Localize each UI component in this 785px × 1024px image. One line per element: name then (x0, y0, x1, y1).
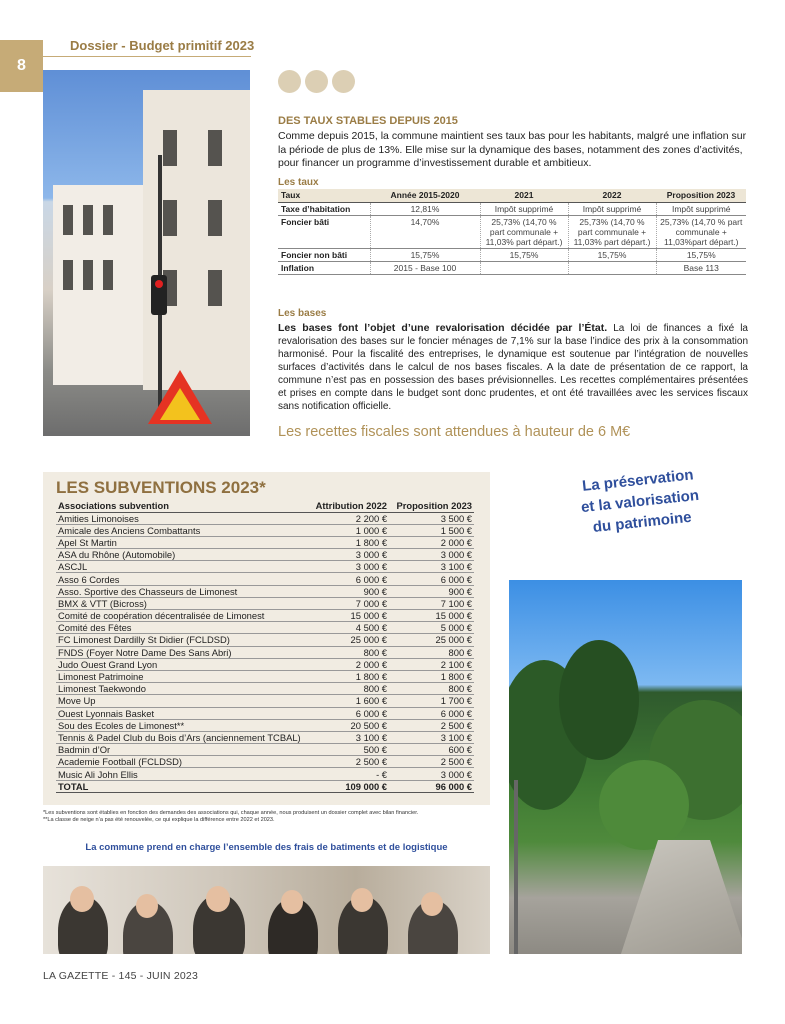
building-photo (43, 70, 250, 436)
table-row (56, 768, 474, 780)
association-name: Limonest Patrimoine (56, 670, 303, 682)
taux-cell: 25,73% (14,70 % part communale + 11,03% part départ.) (480, 215, 568, 248)
subventions-table (56, 500, 474, 793)
attribution-2022: 6 000 € (303, 573, 389, 585)
red-light (155, 280, 163, 288)
window (163, 200, 177, 236)
table-row (56, 524, 474, 536)
association-name: Limonest Taekwondo (56, 683, 303, 695)
association-name: ASA du Rhône (Automobile) (56, 549, 303, 561)
article-intro: Comme depuis 2015, la commune maintient ses taux bas pour les habitants, malgré une inflation sur la période de plus de 13%. Elle mise sur la dynamique des bases, notamment des zones d’activités, pour financer un programme d’investissement durable et ambitieux. (278, 130, 747, 169)
attribution-2022: 2 200 € (303, 512, 389, 524)
attribution-2022: 3 000 € (303, 561, 389, 573)
taux-cell: 15,75% (370, 248, 480, 261)
face (70, 886, 94, 912)
table-row (56, 719, 474, 731)
taux-col-header: Année 2015-2020 (370, 189, 480, 202)
proposition-2023: 800 € (389, 683, 474, 695)
taux-cell: 2015 - Base 100 (370, 261, 480, 274)
article-title: DES TAUX STABLES DEPUIS 2015 (278, 115, 458, 127)
nature-photo (509, 580, 742, 954)
face (351, 888, 373, 912)
footnotes (43, 810, 493, 824)
table-row (56, 549, 474, 561)
association-name: Ouest Lyonnais Basket (56, 707, 303, 719)
association-name: Comité de coopération décentralisée de Limonest (56, 610, 303, 622)
bases-paragraph (278, 322, 748, 413)
total-2023: 96 000 € (389, 780, 474, 792)
window (208, 200, 222, 236)
association-name: ASCJL (56, 561, 303, 573)
proposition-2023: 5 000 € (389, 622, 474, 634)
window (208, 130, 222, 166)
taux-col-header: Proposition 2023 (656, 189, 746, 202)
proposition-2023: 3 000 € (389, 549, 474, 561)
table-row (278, 248, 746, 261)
table-row (278, 202, 746, 215)
subventions-title: LES SUBVENTIONS 2023* (56, 478, 266, 497)
association-name: Amities Limonoises (56, 512, 303, 524)
proposition-2023: 2 500 € (389, 719, 474, 731)
proposition-2023: 1 700 € (389, 695, 474, 707)
association-name: Tennis & Padel Club du Bois d’Ars (anciennement TCBAL) (58, 731, 301, 743)
classroom-photo (43, 866, 490, 954)
subventions-body (56, 512, 474, 780)
taux-col-header: Taux (278, 189, 370, 202)
tree (599, 760, 689, 850)
face (206, 886, 230, 912)
table-row (56, 536, 474, 548)
association-name: Music Ali John Ellis (56, 768, 303, 780)
taux-cell: Foncier bâti (278, 215, 370, 248)
proposition-2023: 3 100 € (389, 731, 474, 743)
attribution-2022: 900 € (303, 585, 389, 597)
table-row (56, 695, 474, 707)
face (281, 890, 303, 914)
window (83, 260, 93, 290)
table-row (56, 670, 474, 682)
taux-cell: Base 113 (656, 261, 746, 274)
table-row (56, 658, 474, 670)
table-row (56, 512, 474, 524)
window (208, 270, 222, 306)
table-row (56, 756, 474, 768)
page-number: 8 (0, 40, 43, 92)
total-row (56, 780, 474, 792)
taux-cell: Taxe d’habitation (278, 202, 370, 215)
road-sign-inner (160, 388, 200, 420)
taux-cell: 15,75% (568, 248, 656, 261)
attribution-2022: 1 600 € (303, 695, 389, 707)
taux-cell (568, 261, 656, 274)
table-row (56, 610, 474, 622)
proposition-2023: 600 € (389, 744, 474, 756)
window (163, 130, 177, 166)
total-2022: 109 000 € (303, 780, 389, 792)
window (63, 205, 73, 235)
table-row (56, 707, 474, 719)
proposition-2023: 2 500 € (389, 756, 474, 768)
attribution-2022: 6 000 € (303, 707, 389, 719)
subv-col-header: Attribution 2022 (303, 500, 389, 512)
proposition-2023: 1 800 € (389, 670, 474, 682)
association-name: Sou des Ecoles de Limonest** (56, 719, 303, 731)
proposition-2023: 7 100 € (389, 597, 474, 609)
bases-lead: Les bases font l’objet d’une revalorisation décidée par l’État. (278, 322, 608, 334)
table-row (56, 744, 474, 756)
association-name: Badmin d’Or (56, 744, 303, 756)
lamp-post (514, 780, 518, 954)
face (136, 894, 158, 918)
table-row (56, 683, 474, 695)
bases-heading: Les bases (278, 308, 327, 319)
proposition-2023: 800 € (389, 646, 474, 658)
face (421, 892, 443, 916)
table-row (56, 585, 474, 597)
proposition-2023: 6 000 € (389, 707, 474, 719)
attribution-2022: 800 € (303, 646, 389, 658)
patrimoine-line: et la valorisation (580, 486, 700, 517)
association-name: Judo Ouest Grand Lyon (56, 658, 303, 670)
subv-col-header: Associations subvention (56, 500, 303, 512)
attribution-2022: 7 000 € (303, 597, 389, 609)
attribution-2022: 15 000 € (303, 610, 389, 622)
decorative-dot (278, 70, 301, 93)
association-name: Asso 6 Cordes (56, 573, 303, 585)
patrimoine-line: du patrimoine (591, 508, 693, 537)
attribution-2022: 500 € (303, 744, 389, 756)
bases-text: La loi de finances a fixé la revalorisation des bases sur le foncier ménages de 7,1% sur la base l’indice des prix à la consommation harmonisé. Pour la fiscalité des entreprises, le dynamique est soutenue par l’intégration de nouvelles surfaces d’activités dans le calcul de nos bases fiscales. A la date de présentation de ce rapport, la commune n’est pas en possession des bases prévisionnelles. Les recettes complémentaires présentées et prises en compte dans le budget sont donc prudentes, et ont été travaillées avec les services fiscaux sans notification officielle. (278, 323, 748, 412)
page-footer: LA GAZETTE - 145 - JUIN 2023 (43, 970, 198, 982)
footnote: *Les subventions sont établies en fonction des demandes des associations qui, chaque année, nous produisent un dossier complet avec bilan financier. (43, 810, 419, 816)
window (103, 260, 113, 290)
stone-path (619, 840, 742, 954)
association-name: Apel St Martin (56, 536, 303, 548)
subv-col-header: Proposition 2023 (389, 500, 474, 512)
table-row (56, 646, 474, 658)
taux-cell: 25,73% (14,70 % part communale + 11,03%part départ.) (656, 215, 746, 248)
attribution-2022: 3 000 € (303, 549, 389, 561)
taux-table (278, 189, 746, 275)
taux-cell: Inflation (278, 261, 370, 274)
association-name: Comité des Fêtes (56, 622, 303, 634)
patrimoine-caption (537, 460, 742, 544)
attribution-2022: 1 000 € (303, 524, 389, 536)
attribution-2022: 20 500 € (303, 719, 389, 731)
proposition-2023: 2 100 € (389, 658, 474, 670)
association-name: Academie Football (FCLDSD) (56, 756, 303, 768)
attribution-2022: - € (303, 768, 389, 780)
taux-col-header: 2021 (480, 189, 568, 202)
association-name: Move Up (56, 695, 303, 707)
association-name: FC Limonest Dardilly St Didier (FCLDSD) (56, 634, 303, 646)
taux-cell: Foncier non bâti (278, 248, 370, 261)
taux-col-header: 2022 (568, 189, 656, 202)
proposition-2023: 3 500 € (389, 512, 474, 524)
association-name: Asso. Sportive des Chasseurs de Limonest (56, 585, 303, 597)
taux-cell: 15,75% (656, 248, 746, 261)
taux-cell: Impôt supprimé (480, 202, 568, 215)
window (63, 260, 73, 290)
taux-header-row (278, 189, 746, 202)
proposition-2023: 3 100 € (389, 561, 474, 573)
taux-cell: 14,70% (370, 215, 480, 248)
window (103, 205, 113, 235)
attribution-2022: 4 500 € (303, 622, 389, 634)
attribution-2022: 2 500 € (303, 756, 389, 768)
proposition-2023: 25 000 € (389, 634, 474, 646)
attribution-2022: 25 000 € (303, 634, 389, 646)
taux-cell: 15,75% (480, 248, 568, 261)
table-row (56, 634, 474, 646)
taux-cell: Impôt supprimé (568, 202, 656, 215)
highlight-text: Les recettes fiscales sont attendues à hauteur de 6 M€ (278, 424, 631, 440)
attribution-2022: 1 800 € (303, 536, 389, 548)
attribution-2022: 800 € (303, 683, 389, 695)
subventions-header-row (56, 500, 474, 512)
taux-cell (480, 261, 568, 274)
attribution-2022: 3 100 € (303, 731, 389, 743)
table-row (56, 622, 474, 634)
window (83, 205, 93, 235)
attribution-2022: 1 800 € (303, 670, 389, 682)
table-row (56, 597, 474, 609)
section-title: Dossier - Budget primitif 2023 (70, 38, 255, 53)
association-name: Amicale des Anciens Combattants (56, 524, 303, 536)
taux-cell: 25,73% (14,70 % part communale + 11,03% part départ.) (568, 215, 656, 248)
tree (559, 640, 639, 760)
proposition-2023: 15 000 € (389, 610, 474, 622)
commune-note: La commune prend en charge l’ensemble des frais de batiments et de logistique (85, 842, 448, 853)
table-row (278, 261, 746, 274)
header-divider (43, 56, 251, 57)
proposition-2023: 1 500 € (389, 524, 474, 536)
attribution-2022: 2 000 € (303, 658, 389, 670)
total-label: TOTAL (56, 780, 303, 792)
decorative-dot (305, 70, 328, 93)
taux-cell: Impôt supprimé (656, 202, 746, 215)
table-row (56, 731, 474, 743)
association-name: BMX & VTT (Bicross) (56, 597, 303, 609)
table-row (278, 215, 746, 248)
patrimoine-line: La préservation (581, 466, 695, 495)
association-name: FNDS (Foyer Notre Dame Des Sans Abri) (56, 646, 303, 658)
proposition-2023: 2 000 € (389, 536, 474, 548)
decorative-dot (332, 70, 355, 93)
taux-heading: Les taux (278, 177, 319, 188)
taux-cell: 12,81% (370, 202, 480, 215)
table-row (56, 561, 474, 573)
table-row (56, 573, 474, 585)
footnote: **La classe de neige n’a pas été renouvelée, ce qui explique la différence entre 2022 et 2023. (43, 817, 275, 823)
proposition-2023: 6 000 € (389, 573, 474, 585)
proposition-2023: 900 € (389, 585, 474, 597)
proposition-2023: 3 000 € (389, 768, 474, 780)
